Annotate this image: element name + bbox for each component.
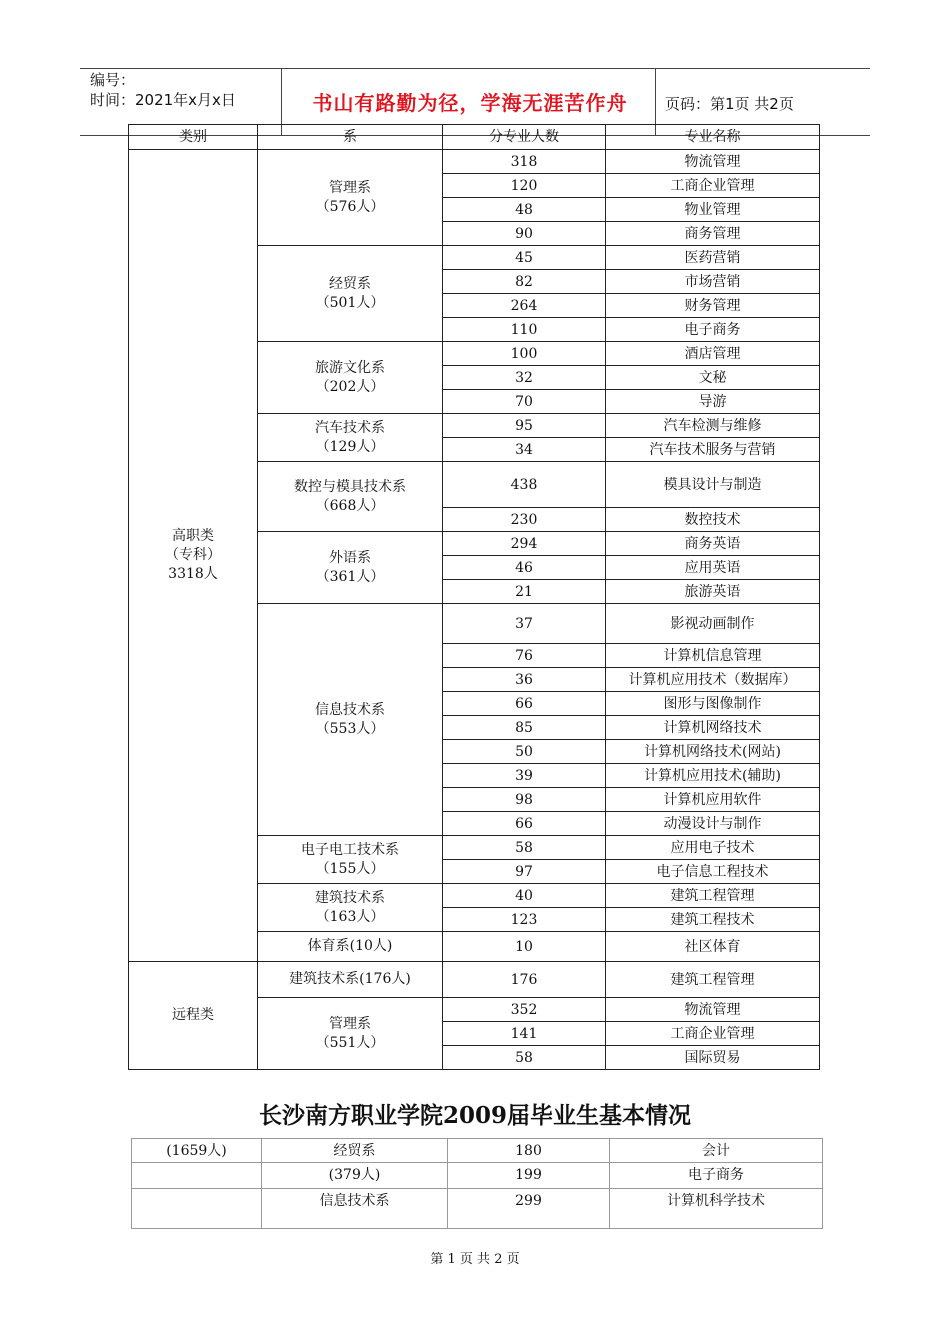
page-footer: 第 1 页 共 2 页: [430, 1252, 520, 1267]
major-name-cell: 建筑工程管理: [606, 962, 820, 998]
summary-cell: [132, 1189, 262, 1229]
student-count-cell: 10: [443, 932, 606, 962]
student-count-cell: 110: [443, 318, 606, 342]
student-count-cell: 230: [443, 508, 606, 532]
student-count-cell: 176: [443, 962, 606, 998]
student-count-cell: 82: [443, 270, 606, 294]
student-count-cell: 90: [443, 222, 606, 246]
summary-cell: 计算机科学技术: [610, 1189, 823, 1229]
header-motto: 书山有路勤为径，学海无涯苦作舟: [312, 91, 628, 115]
summary-cell: 180: [448, 1139, 610, 1163]
major-name-cell: 计算机应用软件: [606, 788, 820, 812]
summary-cell: 199: [448, 1163, 610, 1189]
major-name-cell: 应用电子技术: [606, 836, 820, 860]
major-name-cell: 国际贸易: [606, 1046, 820, 1070]
department-cell: 数控与模具技术系 （668人）: [258, 462, 443, 532]
major-name-cell: 市场营销: [606, 270, 820, 294]
major-name-cell: 电子商务: [606, 318, 820, 342]
student-count-cell: 318: [443, 150, 606, 174]
student-count-cell: 85: [443, 716, 606, 740]
student-count-cell: 46: [443, 556, 606, 580]
department-cell: 体育系(10人): [258, 932, 443, 962]
summary-row: [132, 1139, 823, 1163]
student-count-cell: 352: [443, 998, 606, 1022]
column-header: 系: [258, 125, 443, 150]
student-count-cell: 45: [443, 246, 606, 270]
major-name-cell: 图形与图像制作: [606, 692, 820, 716]
major-name-cell: 商务英语: [606, 532, 820, 556]
major-name-cell: 模具设计与制造: [606, 462, 820, 508]
summary-row: [132, 1163, 823, 1189]
major-name-cell: 建筑工程技术: [606, 908, 820, 932]
student-count-cell: 66: [443, 692, 606, 716]
table-row: [129, 150, 820, 174]
department-cell: 信息技术系 （553人）: [258, 604, 443, 836]
major-name-cell: 导游: [606, 390, 820, 414]
student-count-cell: 58: [443, 1046, 606, 1070]
major-name-cell: 社区体育: [606, 932, 820, 962]
summary-cell: 信息技术系: [262, 1189, 448, 1229]
major-name-cell: 文秘: [606, 366, 820, 390]
major-name-cell: 物业管理: [606, 198, 820, 222]
major-name-cell: 计算机应用技术(辅助): [606, 764, 820, 788]
department-cell: 汽车技术系 （129人）: [258, 414, 443, 462]
major-name-cell: 应用英语: [606, 556, 820, 580]
major-name-cell: 动漫设计与制作: [606, 812, 820, 836]
summary-table: [131, 1138, 823, 1229]
student-count-cell: 294: [443, 532, 606, 556]
major-name-cell: 数控技术: [606, 508, 820, 532]
department-cell: 建筑技术系 （163人）: [258, 884, 443, 932]
major-name-cell: 医药营销: [606, 246, 820, 270]
category-cell: 远程类: [129, 962, 258, 1070]
header-page-info: 页码：第1页 共2页: [665, 95, 794, 113]
major-name-cell: 酒店管理: [606, 342, 820, 366]
student-count-cell: 34: [443, 438, 606, 462]
time-label: 时间：2021年x月x日: [90, 91, 236, 109]
student-count-cell: 76: [443, 644, 606, 668]
student-count-cell: 264: [443, 294, 606, 318]
major-name-cell: 影视动画制作: [606, 604, 820, 644]
student-count-cell: 21: [443, 580, 606, 604]
student-count-cell: 95: [443, 414, 606, 438]
student-count-cell: 120: [443, 174, 606, 198]
student-count-cell: 100: [443, 342, 606, 366]
document-title: 长沙南方职业学院2009届毕业生基本情况: [258, 1102, 691, 1129]
serial-label: 编号：: [90, 71, 136, 89]
summary-cell: 会计: [610, 1139, 823, 1163]
student-count-cell: 123: [443, 908, 606, 932]
student-count-cell: 50: [443, 740, 606, 764]
major-name-cell: 计算机应用技术（数据库）: [606, 668, 820, 692]
category-cell: 高职类 （专科） 3318人: [129, 150, 258, 962]
graduate-table: [128, 124, 820, 1070]
major-name-cell: 旅游英语: [606, 580, 820, 604]
student-count-cell: 98: [443, 788, 606, 812]
major-name-cell: 工商企业管理: [606, 1022, 820, 1046]
major-name-cell: 计算机信息管理: [606, 644, 820, 668]
student-count-cell: 141: [443, 1022, 606, 1046]
summary-cell: [132, 1163, 262, 1189]
column-header: 专业名称: [606, 125, 820, 150]
header-meta: [90, 70, 236, 110]
summary-cell: (379人): [262, 1163, 448, 1189]
student-count-cell: 32: [443, 366, 606, 390]
department-cell: 电子电工技术系 （155人）: [258, 836, 443, 884]
department-cell: 经贸系 （501人）: [258, 246, 443, 342]
summary-row: [132, 1189, 823, 1229]
major-name-cell: 财务管理: [606, 294, 820, 318]
student-count-cell: 37: [443, 604, 606, 644]
student-count-cell: 438: [443, 462, 606, 508]
table-header-row: [129, 125, 820, 150]
department-cell: 管理系 （551人）: [258, 998, 443, 1070]
department-cell: 旅游文化系 （202人）: [258, 342, 443, 414]
column-header: 类别: [129, 125, 258, 150]
major-name-cell: 电子信息工程技术: [606, 860, 820, 884]
department-cell: 外语系 （361人）: [258, 532, 443, 604]
summary-cell: 经贸系: [262, 1139, 448, 1163]
department-cell: 建筑技术系(176人): [258, 962, 443, 998]
summary-cell: (1659人): [132, 1139, 262, 1163]
student-count-cell: 48: [443, 198, 606, 222]
summary-cell: 电子商务: [610, 1163, 823, 1189]
major-name-cell: 汽车技术服务与营销: [606, 438, 820, 462]
column-header: 分专业人数: [443, 125, 606, 150]
major-name-cell: 物流管理: [606, 998, 820, 1022]
major-name-cell: 物流管理: [606, 150, 820, 174]
major-name-cell: 计算机网络技术: [606, 716, 820, 740]
summary-cell: 299: [448, 1189, 610, 1229]
table-row: [129, 962, 820, 998]
student-count-cell: 70: [443, 390, 606, 414]
major-name-cell: 计算机网络技术(网站): [606, 740, 820, 764]
student-count-cell: 58: [443, 836, 606, 860]
major-name-cell: 汽车检测与维修: [606, 414, 820, 438]
student-count-cell: 36: [443, 668, 606, 692]
student-count-cell: 97: [443, 860, 606, 884]
student-count-cell: 39: [443, 764, 606, 788]
student-count-cell: 66: [443, 812, 606, 836]
student-count-cell: 40: [443, 884, 606, 908]
major-name-cell: 建筑工程管理: [606, 884, 820, 908]
major-name-cell: 商务管理: [606, 222, 820, 246]
major-name-cell: 工商企业管理: [606, 174, 820, 198]
department-cell: 管理系 （576人）: [258, 150, 443, 246]
